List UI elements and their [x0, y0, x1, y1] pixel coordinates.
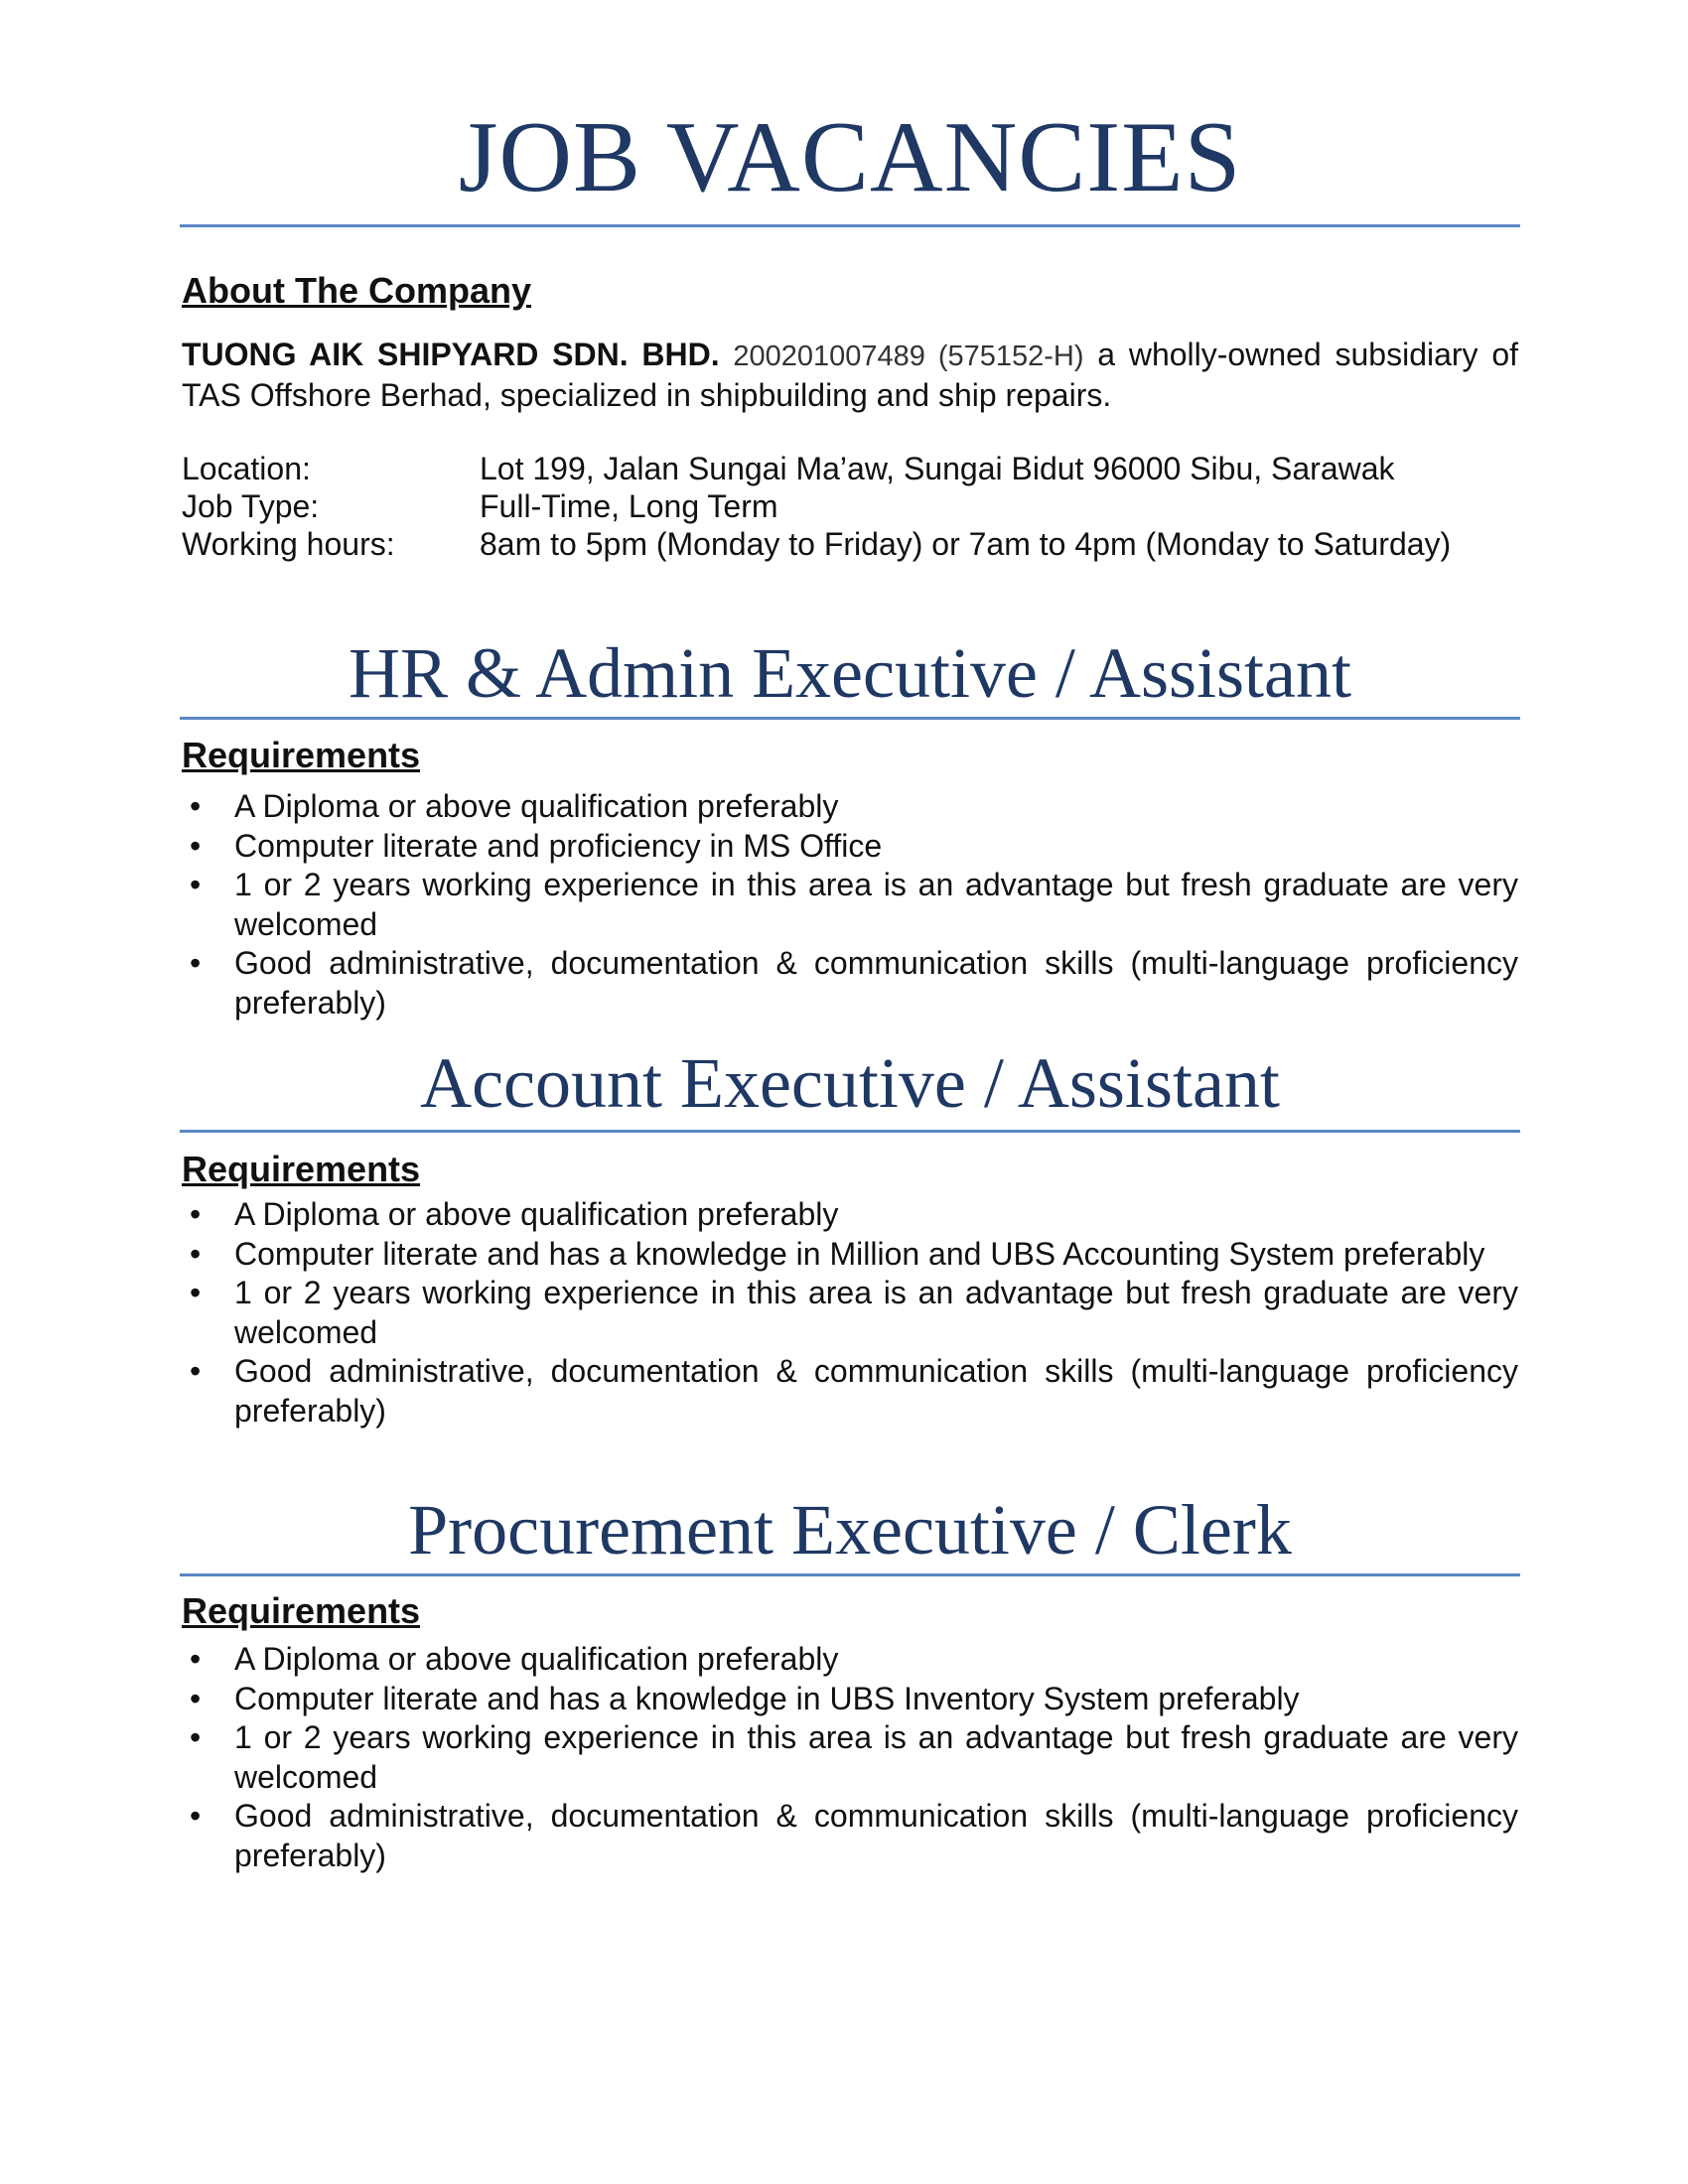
info-label: Location: — [182, 451, 311, 486]
info-value: 8am to 5pm (Monday to Friday) or 7am to 4pm (Monday to Saturday) — [480, 526, 1452, 562]
company-registration: 200201007489 (575152-H) — [733, 341, 1084, 372]
requirement-item: • Computer literate and has a knowledge in Million and UBS Accounting System preferably — [182, 1235, 1518, 1275]
company-name: TUONG AIK SHIPYARD SDN. BHD. — [182, 337, 720, 372]
requirement-item: • 1 or 2 years working experience in this area is an advantage but fresh graduate are very welcomed — [182, 1718, 1518, 1797]
requirement-item: • Good administrative, documentation & communication skills (multi-language proficiency preferably) — [182, 1352, 1518, 1431]
requirements-list-hr-admin — [182, 787, 1518, 1023]
requirement-item: • A Diploma or above qualification preferably — [182, 1640, 1518, 1680]
info-value: Lot 199, Jalan Sungai Ma’aw, Sungai Bidut 96000 Sibu, Sarawak — [480, 451, 1395, 486]
requirement-item: • Good administrative, documentation & communication skills (multi-language proficiency preferably) — [182, 944, 1518, 1023]
info-label: Job Type: — [182, 488, 320, 524]
requirements-list-procurement — [182, 1640, 1518, 1875]
info-value: Full-Time, Long Term — [480, 488, 778, 524]
requirements-heading: Requirements — [182, 735, 421, 775]
requirements-heading: Requirements — [182, 1149, 421, 1189]
about-description — [182, 336, 1518, 415]
job-divider — [180, 1573, 1520, 1576]
about-description-line2: TAS Offshore Berhad, specialized in shipbuilding and ship repairs. — [182, 377, 1112, 413]
requirement-item: • A Diploma or above qualification preferably — [182, 787, 1518, 827]
job-title-hr-admin: HR & Admin Executive / Assistant — [349, 633, 1351, 713]
job-title-procurement: Procurement Executive / Clerk — [408, 1490, 1292, 1570]
requirement-item: • Computer literate and has a knowledge in UBS Inventory System preferably — [182, 1680, 1518, 1719]
job-title-account: Account Executive / Assistant — [420, 1043, 1280, 1123]
requirement-item: • Computer literate and proficiency in MS Office — [182, 827, 1518, 867]
info-label: Working hours: — [182, 526, 395, 562]
requirement-item: • 1 or 2 years working experience in this area is an advantage but fresh graduate are very welcomed — [182, 1274, 1518, 1352]
requirements-list-account — [182, 1195, 1518, 1431]
requirements-heading: Requirements — [182, 1590, 421, 1631]
page-title: JOB VACANCIES — [458, 101, 1242, 213]
about-heading: About The Company — [182, 270, 531, 311]
job-divider — [180, 1130, 1520, 1133]
requirement-item: • A Diploma or above qualification preferably — [182, 1195, 1518, 1235]
requirement-item: • Good administrative, documentation & communication skills (multi-language proficiency preferably) — [182, 1797, 1518, 1875]
title-divider — [180, 224, 1520, 227]
job-divider — [180, 717, 1520, 720]
about-description-line1: a wholly-owned subsidiary of — [1097, 337, 1519, 372]
requirement-item: • 1 or 2 years working experience in this area is an advantage but fresh graduate are very welcomed — [182, 866, 1518, 944]
